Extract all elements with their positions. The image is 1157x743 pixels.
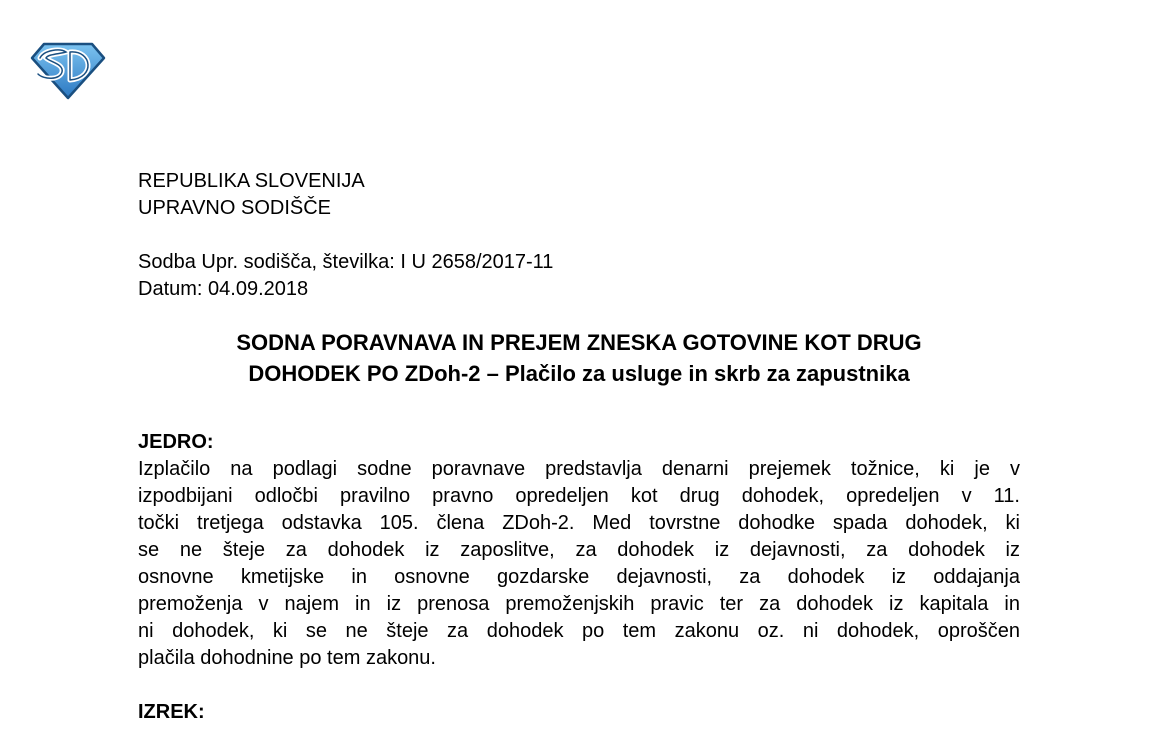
jedro-line: osnovne kmetijske in osnovne gozdarske dejavnosti, za dohodek iz oddajanja: [138, 566, 1020, 588]
document-title: [138, 327, 1020, 389]
header-line-court: UPRAVNO SODIŠČE: [138, 197, 331, 219]
jedro-line: izpodbijani odločbi pravilno pravno opredeljen kot drug dohodek, opredeljen v 11.: [138, 485, 1020, 507]
jedro-heading: JEDRO:: [138, 431, 214, 453]
izrek-heading: IZREK:: [138, 701, 205, 723]
header-line-republic: REPUBLIKA SLOVENIJA: [138, 170, 365, 192]
title-line-2: DOHODEK PO ZDoh-2 – Plačilo za usluge in skrb za zapustnika: [248, 361, 910, 386]
jedro-line: plačila dohodnine po tem zakonu.: [138, 647, 436, 669]
title-line-1: SODNA PORAVNAVA IN PREJEM ZNESKA GOTOVINE KOT DRUG: [236, 330, 922, 355]
jedro-line: ni dohodek, ki se ne šteje za dohodek po tem zakonu oz. ni dohodek, oproščen: [138, 620, 1020, 642]
jedro-line: točki tretjega odstavka 105. člena ZDoh-2. Med tovrstne dohodke spada dohodek, ki: [138, 512, 1020, 534]
document-body: [138, 168, 1020, 726]
case-number: Sodba Upr. sodišča, številka: I U 2658/2017-11: [138, 251, 554, 273]
jedro-line: se ne šteje za dohodek iz zaposlitve, za dohodek iz dejavnosti, za dohodek iz: [138, 539, 1020, 561]
jedro-line: Izplačilo na podlagi sodne poravnave predstavlja denarni prejemek tožnice, ki je v: [138, 458, 1020, 480]
jedro-paragraph: [138, 456, 1020, 672]
court-logo-icon: [30, 40, 106, 100]
decision-date: Datum: 04.09.2018: [138, 278, 309, 300]
jedro-line: premoženja v najem in iz prenosa premoženjskih pravic ter za dohodek iz kapitala in: [138, 593, 1020, 615]
